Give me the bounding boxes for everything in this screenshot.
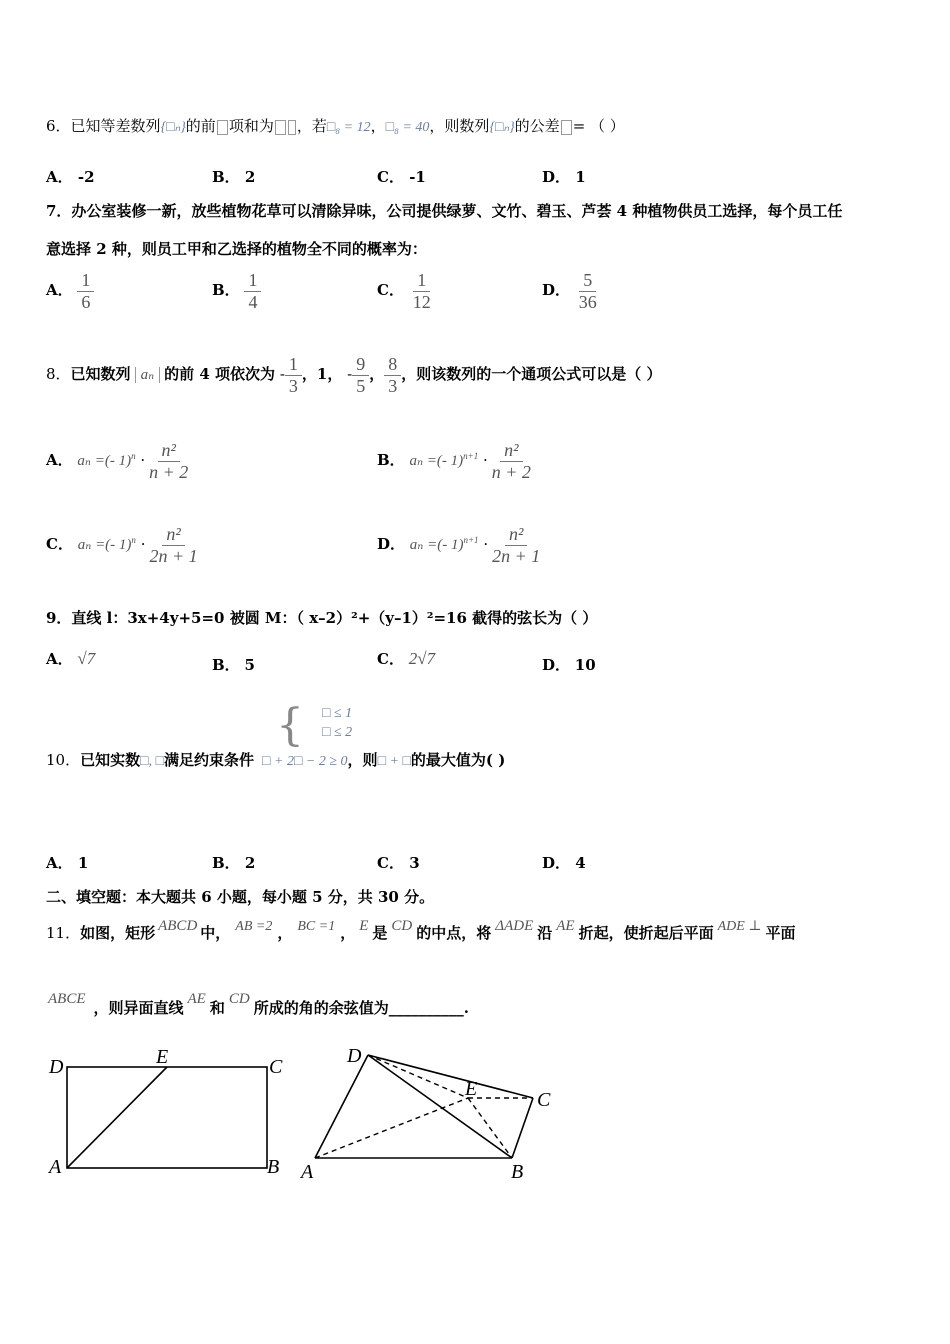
q10-option-d: D． 4 [542, 854, 586, 872]
q10-text-4: 的最大值为( ) [410, 751, 506, 769]
q8-comma-2: ， [369, 365, 385, 384]
placeholder-icon [275, 120, 286, 135]
q10-text-1: 已知实数 [80, 751, 141, 769]
q6-sequence-2: {□ₙ} [489, 120, 515, 135]
q8-text-2: 的前 4 项依次为 [164, 365, 276, 384]
placeholder-icon [288, 120, 296, 135]
placeholder-icon [561, 120, 572, 135]
q8-text-3: ，则该数列的一个通项公式可以是（ ） [401, 365, 662, 384]
label-d: D [347, 1045, 362, 1067]
q6-option-d: D． 1 [542, 168, 586, 186]
q6-text-4: ，若 [296, 117, 327, 135]
q6-number: 6． [46, 117, 71, 135]
edge-dc [368, 1055, 533, 1098]
q7-line-1: 7．办公室装修一新，放些植物花草可以清除异味，公司提供绿萝、文竹、碧玉、芦荟 4 种植物供员工选择，每个员工任 [46, 202, 843, 220]
q9-option-c: C． 2√7 [377, 649, 436, 668]
q6-stem [46, 115, 625, 136]
q6-text-1: 已知等差数列 [70, 117, 161, 135]
q11-line-2: ABCE ，则异面直线 AE 和 CD 所成的角的余弦值为__________. [48, 991, 469, 1017]
label-a: A [49, 1156, 62, 1178]
q8-term-1: $\frac{1}{3}$ [285, 354, 302, 396]
q8-option-a: A． aₙ =(- 1)$^n$ · $\frac{\text{n²}}{n + 2}$ [46, 440, 189, 482]
q6-text-5: ，则数列 [429, 117, 490, 135]
label-c: C [269, 1056, 283, 1078]
q9-option-d: D． 10 [542, 656, 596, 674]
q6-text-7: = （ ） [572, 117, 625, 135]
q6-text-2: 的前 [185, 117, 216, 135]
dashed-ae [315, 1098, 468, 1158]
q8-number: 8． [46, 365, 71, 384]
label-b: B [267, 1156, 280, 1178]
q7-option-d: D． $\frac{5}{36}$ [542, 270, 597, 312]
q7-option-b: B． $\frac{1}{4}$ [212, 270, 261, 312]
q10-text-2: 满足约束条件 [164, 751, 255, 769]
q6-option-a: A． -2 [46, 168, 95, 186]
q8-option-c: C． aₙ =(- 1)$^n$ · $\frac{\text{n²}}{2n + 1}$ [46, 524, 198, 566]
q10-option-a: A． 1 [46, 854, 89, 872]
q8-comma-1: ，1， [301, 365, 343, 384]
q10-number: 10． [46, 751, 81, 769]
label-d: D [49, 1056, 64, 1078]
label-e: E [156, 1046, 169, 1068]
q11-line-1: 11．如图，矩形 ABCD 中， AB =2 ， BC =1 ， E 是 CD 的中点，将 ΔADE 沿 AE 折起，使折起后平面 ADE ⊥ 平面 [46, 918, 796, 942]
q6-text-3: 项和为 [228, 117, 274, 135]
q8-text-1: 已知数列 [70, 365, 131, 384]
q7-option-c: C． $\frac{1}{12}$ [377, 270, 431, 312]
q8-stem [46, 354, 661, 396]
q10-constraint-brace: { [276, 700, 304, 751]
label-e: E [465, 1078, 478, 1100]
q6-sequence-1: {□ₙ} [160, 120, 186, 135]
q6-option-b: B． 2 [212, 168, 256, 186]
q8-term-4: $\frac{8}{3}$ [384, 354, 401, 396]
q6-separator: ， [370, 117, 386, 135]
q10-constraint-3: □ + 2□ − 2 ≥ 0 [262, 754, 348, 769]
q8-option-d: D． aₙ =(- 1)$^{n+1}$ · $\frac{\text{n²}}{2n + 1}$ [377, 524, 541, 566]
label-c: C [537, 1089, 551, 1111]
q10-vars: □, □ [140, 754, 165, 769]
q10-option-b: B． 2 [212, 854, 256, 872]
figure-folded [300, 1040, 570, 1190]
edge-db [368, 1055, 512, 1158]
q10-option-c: C． 3 [377, 854, 420, 872]
q9-option-a: A． √7 [46, 649, 96, 668]
q10-constraint-1: □ ≤ 1 [322, 706, 353, 721]
q10-constraint-2: □ ≤ 2 [322, 725, 353, 740]
edge-bc [512, 1098, 533, 1158]
q6-condition-1: □₈ = 12 [326, 120, 371, 135]
q10-stem [46, 749, 505, 770]
section-heading: 二、填空题：本大题共 6 小题，每小题 5 分，共 30 分。 [46, 888, 435, 906]
figure-rectangle [40, 1040, 300, 1190]
placeholder-icon [217, 120, 228, 135]
q8-sequence: aₙ [135, 367, 161, 383]
q10-expression: □ + □ [377, 754, 411, 769]
q9-option-b: B． 5 [212, 656, 255, 674]
label-b: B [511, 1161, 524, 1183]
rectangle-abcd [67, 1067, 267, 1168]
q7-option-a: A． $\frac{1}{6}$ [46, 270, 94, 312]
q7-line-2: 意选择 2 种，则员工甲和乙选择的植物全不同的概率为： [46, 240, 427, 258]
q10-text-3: ，则 [347, 751, 378, 769]
segment-ae [67, 1067, 167, 1168]
dashed-eb [468, 1098, 512, 1158]
q8-minus-1: - [279, 365, 285, 384]
q8-minus-2: - [347, 365, 353, 384]
q8-term-3: $\frac{9}{5}$ [352, 354, 369, 396]
q8-option-b: B． aₙ =(- 1)$^{n+1}$ · $\frac{\text{n²}}{n + 2}$ [377, 440, 531, 482]
q6-option-c: C． -1 [377, 168, 426, 186]
q6-text-6: 的公差 [514, 117, 560, 135]
q6-condition-2: □₈ = 40 [385, 120, 430, 135]
label-a: A [301, 1161, 314, 1183]
q9-stem: 9．直线 l：3x+4y+5=0 被圆 M：（ x–2）²+（y–1）²=16 截得的弦长为（ ） [46, 609, 598, 627]
edge-da [315, 1055, 368, 1158]
